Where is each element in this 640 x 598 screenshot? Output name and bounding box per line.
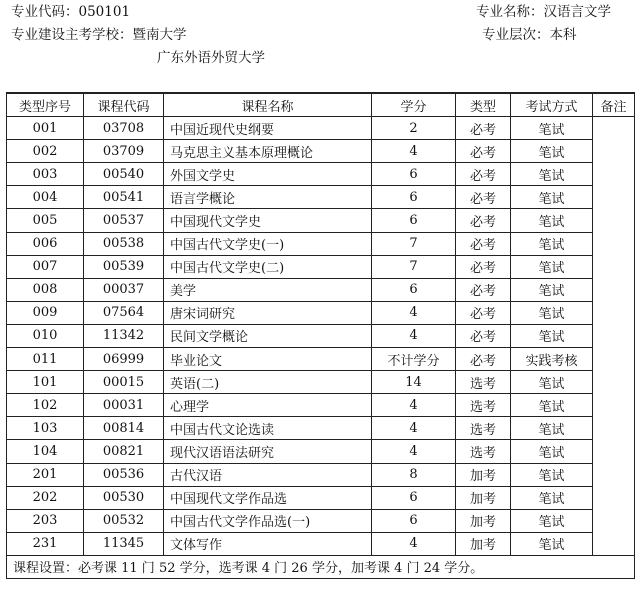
course-type: 必考 [456, 209, 511, 232]
course-type: 必考 [456, 117, 511, 140]
course-name: 民间文学概论 [164, 324, 372, 347]
course-type: 加考 [456, 532, 511, 555]
course-seq: 203 [7, 509, 84, 532]
course-code: 00532 [84, 509, 164, 532]
exam-method: 笔试 [511, 440, 593, 463]
course-type: 加考 [456, 486, 511, 509]
course-code: 00541 [84, 186, 164, 209]
course-seq: 010 [7, 324, 84, 347]
column-header: 类型 [456, 93, 511, 117]
course-seq: 231 [7, 532, 84, 555]
course-summary: 课程设置：必考课 11 门 52 学分，选考课 4 门 26 学分，加考课 4 门 24 学分。 [7, 555, 635, 578]
exam-method: 笔试 [511, 463, 593, 486]
course-name: 英语(二) [164, 371, 372, 394]
column-header: 课程代码 [84, 93, 164, 117]
exam-method: 笔试 [511, 394, 593, 417]
course-seq: 003 [7, 163, 84, 186]
course-code: 00538 [84, 232, 164, 255]
exam-method: 笔试 [511, 486, 593, 509]
column-header: 学分 [372, 93, 456, 117]
major-level: 专业层次：本科 [482, 27, 577, 43]
table-row [7, 394, 635, 417]
course-type: 必考 [456, 301, 511, 324]
exam-method: 实践考核 [511, 348, 593, 371]
course-name: 美学 [164, 278, 372, 301]
table-row [7, 163, 635, 186]
course-name: 中国古代文学史(二) [164, 255, 372, 278]
table-row [7, 255, 635, 278]
course-code: 11342 [84, 324, 164, 347]
exam-method: 笔试 [511, 232, 593, 255]
course-seq: 006 [7, 232, 84, 255]
course-seq: 102 [7, 394, 84, 417]
table-row [7, 140, 635, 163]
course-code: 00031 [84, 394, 164, 417]
course-credit: 不计学分 [372, 348, 456, 371]
course-type: 必考 [456, 278, 511, 301]
course-type: 选考 [456, 394, 511, 417]
table-row [7, 117, 635, 140]
course-credit: 14 [372, 371, 456, 394]
course-name: 语言学概论 [164, 186, 372, 209]
exam-method: 笔试 [511, 186, 593, 209]
course-code: 00530 [84, 486, 164, 509]
course-seq: 101 [7, 371, 84, 394]
course-seq: 004 [7, 186, 84, 209]
table-row [7, 440, 635, 463]
course-type: 必考 [456, 186, 511, 209]
course-code: 06999 [84, 348, 164, 371]
column-header: 课程名称 [164, 93, 372, 117]
course-code: 07564 [84, 301, 164, 324]
table-row [7, 463, 635, 486]
course-name: 中国古代文学作品选(一) [164, 509, 372, 532]
exam-method: 笔试 [511, 163, 593, 186]
course-code: 00037 [84, 278, 164, 301]
course-name: 文体写作 [164, 532, 372, 555]
course-credit: 4 [372, 301, 456, 324]
course-name: 心理学 [164, 394, 372, 417]
course-name: 古代汉语 [164, 463, 372, 486]
course-credit: 4 [372, 440, 456, 463]
course-credit: 4 [372, 417, 456, 440]
course-code: 00015 [84, 371, 164, 394]
course-table [6, 92, 635, 579]
course-credit: 8 [372, 463, 456, 486]
course-credit: 4 [372, 140, 456, 163]
table-row [7, 324, 635, 347]
table-row [7, 371, 635, 394]
course-credit: 6 [372, 186, 456, 209]
course-seq: 008 [7, 278, 84, 301]
course-credit: 6 [372, 209, 456, 232]
major-name: 专业名称：汉语言文学 [476, 4, 611, 20]
course-seq: 001 [7, 117, 84, 140]
course-credit: 2 [372, 117, 456, 140]
table-row [7, 186, 635, 209]
table-row [7, 278, 635, 301]
course-seq: 002 [7, 140, 84, 163]
exam-method: 笔试 [511, 278, 593, 301]
course-seq: 202 [7, 486, 84, 509]
exam-method: 笔试 [511, 301, 593, 324]
course-credit: 6 [372, 163, 456, 186]
exam-method: 笔试 [511, 255, 593, 278]
column-header: 备注 [593, 93, 635, 117]
table-row [7, 486, 635, 509]
course-type: 选考 [456, 371, 511, 394]
course-code: 03708 [84, 117, 164, 140]
exam-method: 笔试 [511, 371, 593, 394]
course-seq: 007 [7, 255, 84, 278]
table-row [7, 232, 635, 255]
exam-method: 笔试 [511, 532, 593, 555]
course-name: 中国古代文学史(一) [164, 232, 372, 255]
table-row [7, 532, 635, 555]
host-school-line-2: 广东外语外贸大学 [157, 50, 265, 66]
course-name: 唐宋词研究 [164, 301, 372, 324]
course-type: 必考 [456, 255, 511, 278]
exam-method: 笔试 [511, 324, 593, 347]
table-row [7, 348, 635, 371]
course-seq: 201 [7, 463, 84, 486]
course-name: 中国近现代史纲要 [164, 117, 372, 140]
course-code: 00814 [84, 417, 164, 440]
exam-method: 笔试 [511, 209, 593, 232]
table-row [7, 209, 635, 232]
course-type: 必考 [456, 348, 511, 371]
course-seq: 103 [7, 417, 84, 440]
course-type: 必考 [456, 232, 511, 255]
course-type: 必考 [456, 140, 511, 163]
course-name: 中国现代文学史 [164, 209, 372, 232]
course-credit: 4 [372, 394, 456, 417]
course-type: 必考 [456, 324, 511, 347]
course-name: 中国古代文论选读 [164, 417, 372, 440]
course-type: 必考 [456, 163, 511, 186]
course-code: 11345 [84, 532, 164, 555]
course-type: 选考 [456, 440, 511, 463]
course-credit: 6 [372, 509, 456, 532]
course-credit: 6 [372, 278, 456, 301]
course-code: 00536 [84, 463, 164, 486]
course-credit: 7 [372, 232, 456, 255]
remarks-cell [593, 117, 635, 556]
course-code: 00540 [84, 163, 164, 186]
table-row [7, 417, 635, 440]
course-seq: 009 [7, 301, 84, 324]
course-seq: 005 [7, 209, 84, 232]
course-seq: 011 [7, 348, 84, 371]
table-footer-row [7, 555, 635, 578]
course-credit: 4 [372, 532, 456, 555]
exam-method: 笔试 [511, 509, 593, 532]
course-name: 马克思主义基本原理概论 [164, 140, 372, 163]
course-name: 毕业论文 [164, 348, 372, 371]
table-row [7, 301, 635, 324]
course-seq: 104 [7, 440, 84, 463]
column-header: 类型序号 [7, 93, 84, 117]
course-name: 中国现代文学作品选 [164, 486, 372, 509]
course-credit: 6 [372, 486, 456, 509]
course-credit: 7 [372, 255, 456, 278]
table-header-row [7, 93, 635, 117]
course-code: 03709 [84, 140, 164, 163]
exam-method: 笔试 [511, 417, 593, 440]
major-code: 专业代码：050101 [11, 4, 131, 20]
exam-method: 笔试 [511, 117, 593, 140]
host-school-line-1: 专业建设主考学校：暨南大学 [11, 27, 187, 43]
course-type: 加考 [456, 463, 511, 486]
exam-method: 笔试 [511, 140, 593, 163]
course-type: 加考 [456, 509, 511, 532]
course-code: 00539 [84, 255, 164, 278]
course-code: 00821 [84, 440, 164, 463]
course-type: 选考 [456, 417, 511, 440]
course-name: 外国文学史 [164, 163, 372, 186]
course-code: 00537 [84, 209, 164, 232]
column-header: 考试方式 [511, 93, 593, 117]
course-credit: 4 [372, 324, 456, 347]
course-name: 现代汉语语法研究 [164, 440, 372, 463]
table-row [7, 509, 635, 532]
